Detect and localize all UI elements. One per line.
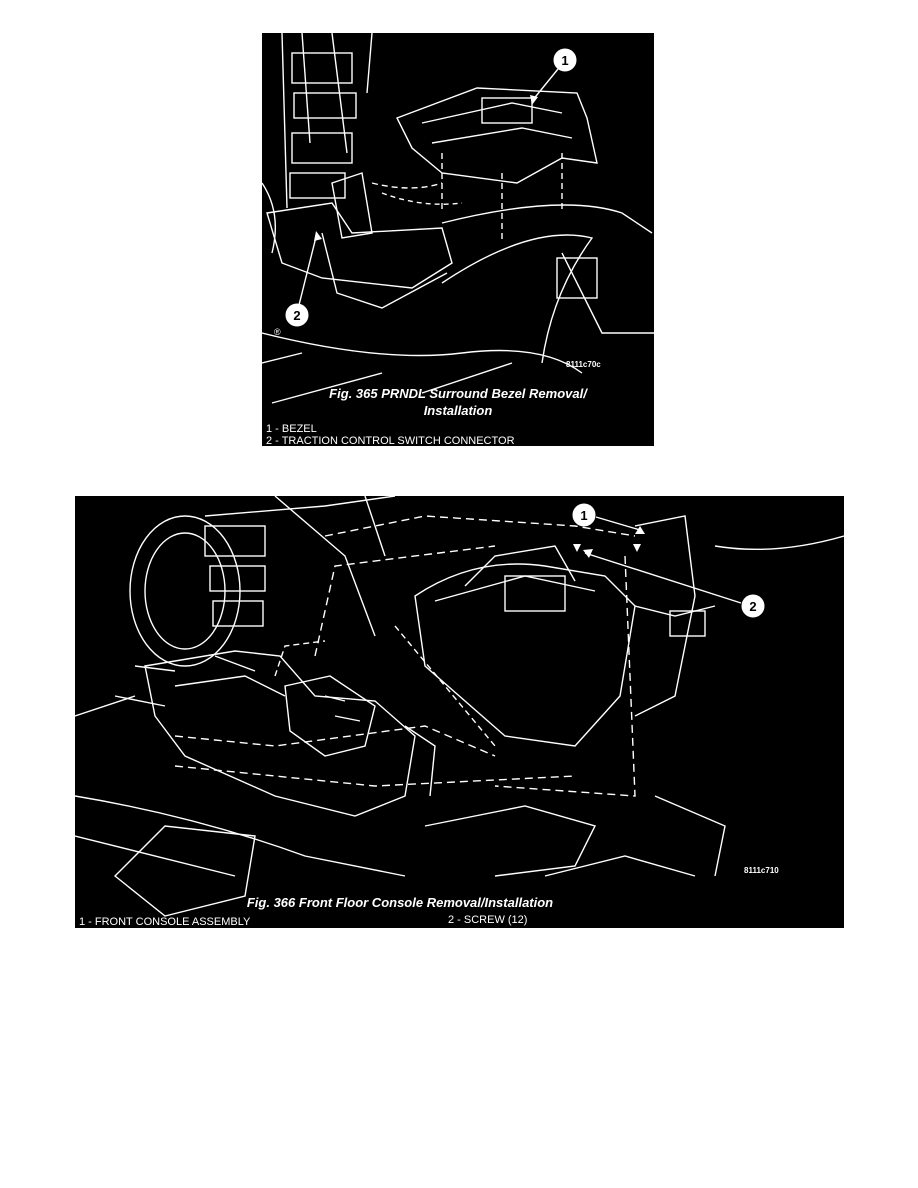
figure-caption: Fig. 366 Front Floor Console Removal/Installation — [246, 895, 554, 910]
console-illustration — [75, 496, 844, 928]
legend-item-console: 1 - FRONT CONSOLE ASSEMBLY — [79, 916, 251, 928]
legend-item-screw: 2 - SCREW (12) — [448, 914, 528, 926]
svg-text:2: 2 — [749, 599, 757, 614]
figure-caption-line2: Installation — [423, 403, 493, 418]
callout-1 — [554, 49, 576, 71]
callout-2 — [742, 595, 764, 617]
bezel-illustration — [262, 33, 654, 446]
figure-caption-line1: Fig. 365 PRNDL Surround Bezel Removal/ — [329, 386, 587, 401]
svg-text:2: 2 — [293, 308, 301, 323]
callout-1 — [573, 504, 595, 526]
callout-2 — [286, 304, 308, 326]
legend-item-bezel: 1 - BEZEL — [266, 423, 317, 435]
figure-365 — [262, 33, 654, 446]
figure-366 — [75, 496, 844, 928]
figure-code: 8111c710 — [744, 866, 779, 875]
legend-item-connector: 2 - TRACTION CONTROL SWITCH CONNECTOR — [266, 435, 515, 446]
figure-code: 8111c70c — [566, 360, 601, 369]
svg-text:1: 1 — [580, 508, 588, 523]
registered-mark: ® — [274, 327, 281, 337]
svg-text:1: 1 — [561, 53, 569, 68]
